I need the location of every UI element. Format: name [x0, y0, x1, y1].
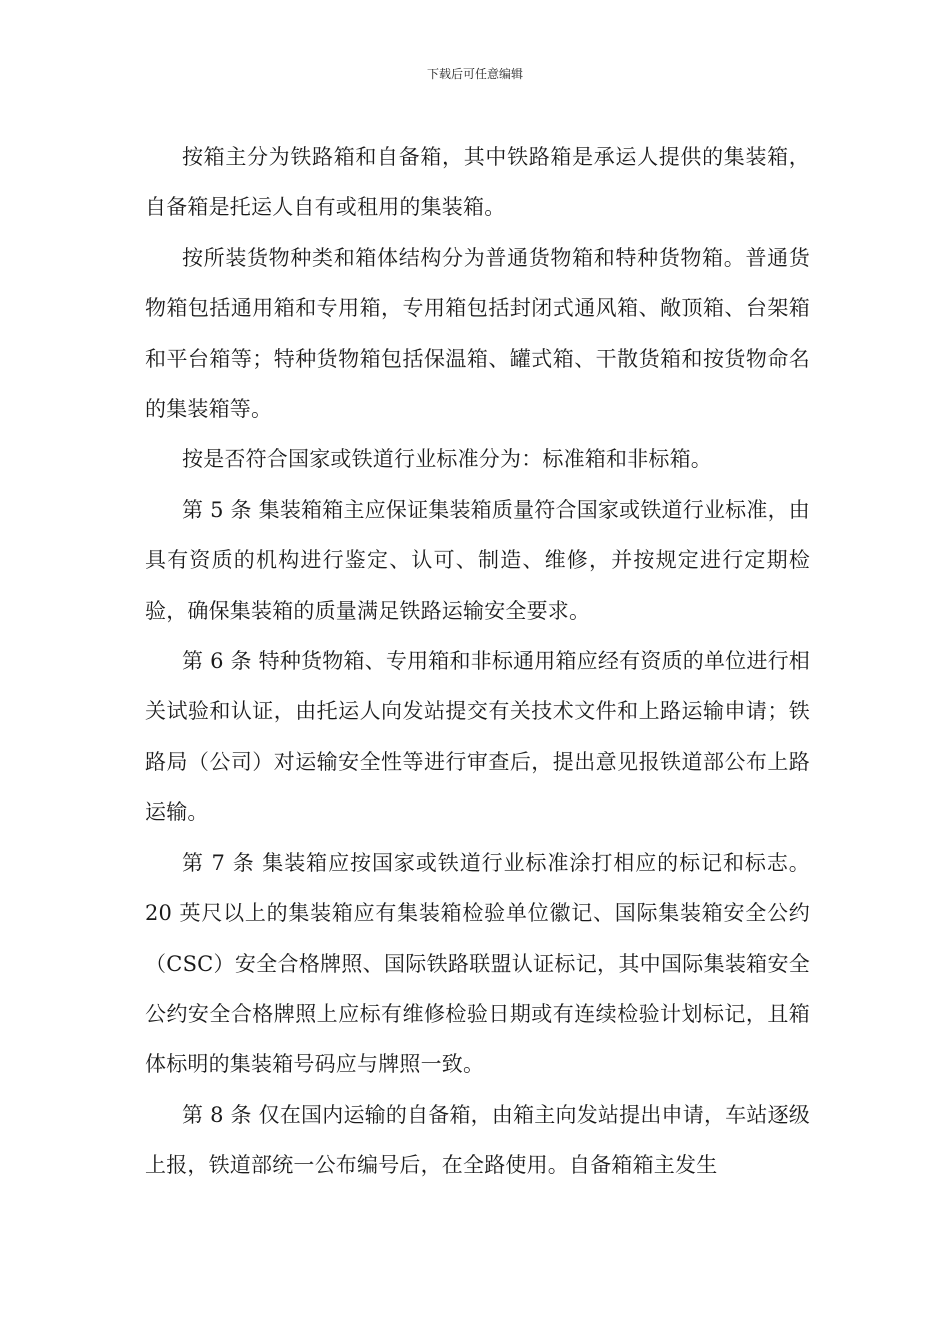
paragraph-article-8: 第 8 条 仅在国内运输的自备箱，由箱主向发站提出申请，车站逐级上报，铁道部统一公布编号后，在全路使用。自备箱箱主发生	[145, 1102, 810, 1178]
paragraph-article-6: 第 6 条 特种货物箱、专用箱和非标通用箱应经有资质的单位进行相关试验和认证，由托运人向发站提交有关技术文件和上路运输申请；铁路局（公司）对运输安全性等进行审查后，提出意见报铁道部公布上路运输。	[145, 649, 810, 825]
paragraph-article-5: 第 5 条 集装箱箱主应保证集装箱质量符合国家或铁道行业标准，由具有资质的机构进行鉴定、认可、制造、维修，并按规定进行定期检验，确保集装箱的质量满足铁路运输安全要求。	[145, 497, 810, 623]
document-body	[145, 132, 810, 1191]
paragraph-standard-type: 按是否符合国家或铁道行业标准分为：标准箱和非标箱。	[182, 447, 712, 472]
paragraph-container-owner: 按箱主分为铁路箱和自备箱，其中铁路箱是承运人提供的集装箱，自备箱是托运人自有或租用的集装箱。	[145, 145, 810, 220]
page-header-note: 下载后可任意编辑	[426, 67, 523, 81]
paragraph-article-7: 第 7 条 集装箱应按国家或铁道行业标准涂打相应的标记和标志。20 英尺以上的集装箱应有集装箱检验单位徽记、国际集装箱安全公约（CSC）安全合格牌照、国际铁路联盟认证标记，其中国际集装箱安全公约安全合格牌照上应标有维修检验日期或有连续检验计划标记，且箱体标明的集装箱号码应与牌照一致。	[145, 850, 810, 1077]
paragraph-cargo-type: 按所装货物种类和箱体结构分为普通货物箱和特种货物箱。普通货物箱包括通用箱和专用箱，专用箱包括封闭式通风箱、敞顶箱、台架箱和平台箱等；特种货物箱包括保温箱、罐式箱、干散货箱和按货物命名的集装箱等。	[145, 245, 810, 422]
